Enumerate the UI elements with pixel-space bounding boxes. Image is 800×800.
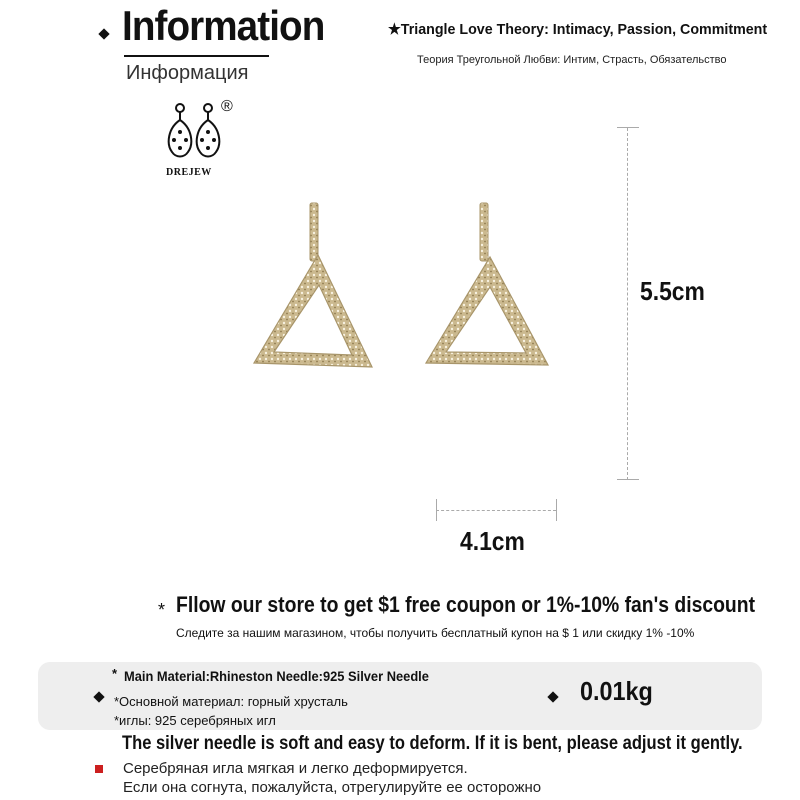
height-dimension-line <box>627 128 629 480</box>
triangle-earring-icon <box>426 203 548 365</box>
material-star-icon: * <box>112 666 118 681</box>
weight-value: 0.01kg <box>580 676 653 706</box>
height-dimension-cap-bottom <box>617 479 639 480</box>
width-dimension-line <box>436 510 556 512</box>
needle-text-ru: *иглы: 925 серебряных игл <box>114 713 276 728</box>
promo-star-icon: * <box>158 600 166 620</box>
material-text: Main Material:Rhineston Needle:925 Silver Needle <box>124 668 429 684</box>
registered-mark: ® <box>221 98 233 115</box>
care-note-ru-line2: Если она согнута, пожалуйста, отрегулируйте ее осторожно <box>123 779 542 796</box>
width-dimension-cap-right <box>556 499 557 521</box>
promo-text-ru: Следите за нашим магазином, чтобы получить бесплатный купон на $ 1 или скидку 1% -10% <box>176 626 695 640</box>
red-square-bullet-icon <box>95 765 103 773</box>
care-note-ru-line1: Серебряная игла мягкая и легко деформируется. <box>123 760 468 777</box>
triangle-earrings-image <box>240 195 560 385</box>
care-note: The silver needle is soft and easy to deform. If it is bent, please adjust it gently. <box>122 733 743 754</box>
brand-name: DREJEW <box>166 167 212 178</box>
theory-heading: ★Triangle Love Theory: Intimacy, Passion, Commitment <box>388 21 768 38</box>
height-dimension-cap-top <box>617 127 639 128</box>
promo-text: Fllow our store to get $1 free coupon or 1%-10% fan's discount <box>176 592 756 617</box>
theory-subheading: Теория Треугольной Любви: Интим, Страсть, Обязательство <box>417 54 727 66</box>
width-label: 4.1cm <box>460 526 525 556</box>
page-title: Information <box>122 2 325 49</box>
title-underline <box>124 55 269 57</box>
width-dimension-cap-left <box>436 499 437 521</box>
page-subtitle: Информация <box>126 62 249 84</box>
height-label: 5.5cm <box>640 276 705 306</box>
diamond-bullet-icon <box>98 28 109 39</box>
triangle-earring-icon <box>254 203 372 367</box>
material-text-ru: *Основной материал: горный хрусталь <box>114 694 348 709</box>
